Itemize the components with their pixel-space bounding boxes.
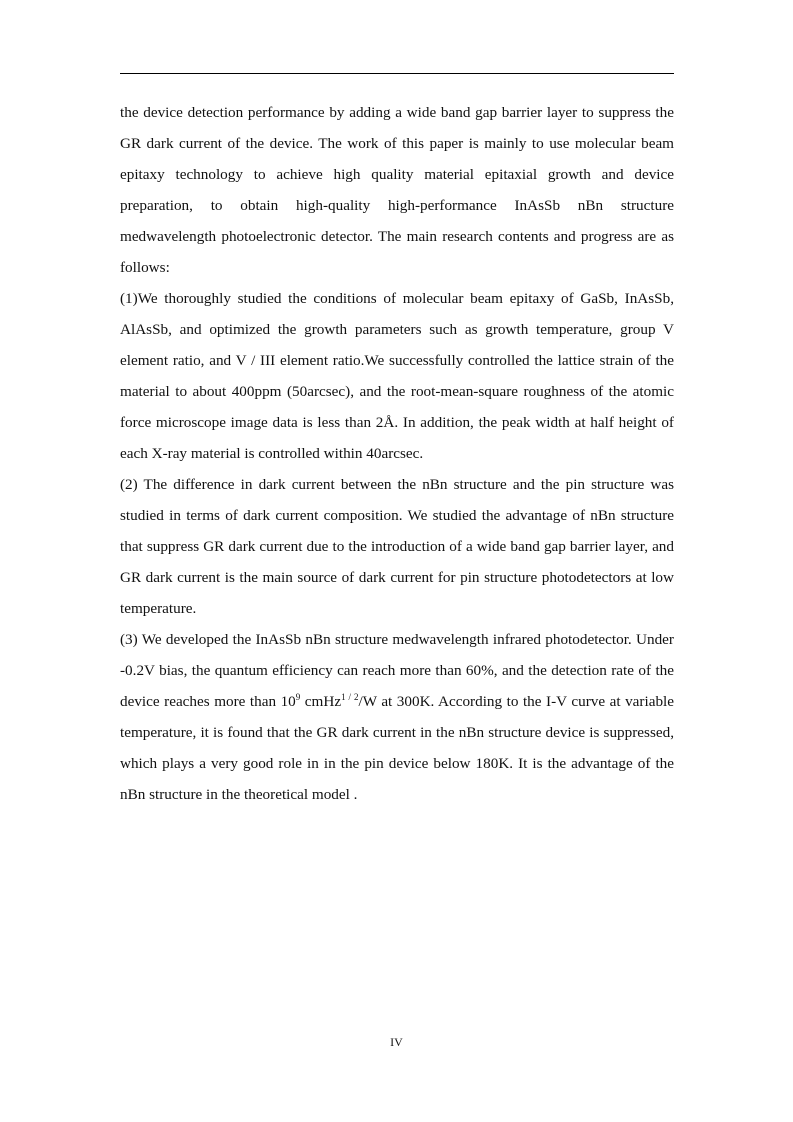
paragraph-intro: the device detection performance by adding a wide band gap barrier layer to suppress the GR dark current of the device. The work of this paper is mainly to use molecular beam epitaxy technology to achieve high quality material epitaxial growth and device preparation, to obtain high-quality high-performance InAsSb nBn structure medwavelength photoelectronic detector. The main research contents and progress are as follows: (120, 104, 674, 276)
page-number: IV (390, 1035, 403, 1049)
exponent-half: 1 / 2 (341, 692, 359, 702)
paragraph-item-3 (120, 624, 674, 810)
paragraph-item-3-part-b: cmHz (300, 693, 342, 710)
exponent-9: 9 (295, 692, 301, 702)
abstract-body (120, 97, 674, 810)
paragraph-item-3-part-a: (3) We developed the InAsSb nBn structure medwavelength infrared photodetector. Under -0.2V bias, the quantum efficiency can reach more than 60%, and the detection rate of the device reaches more than 10 (120, 631, 674, 710)
paragraph-item-3-part-c: /W at 300K. According to the I-V curve at variable temperature, it is found that the GR dark current in the nBn structure device is suppressed, which plays a very good role in in the pin device below 180K. It is the advantage of the nBn structure in the theoretical model . (120, 693, 674, 803)
paragraph-item-2: (2) The difference in dark current between the nBn structure and the pin structure was studied in terms of dark current composition. We studied the advantage of nBn structure that suppress GR dark current due to the introduction of a wide band gap barrier layer, and GR dark current is the main source of dark current for pin structure photodetectors at low temperature. (120, 476, 674, 617)
paragraph-item-1: (1)We thoroughly studied the conditions of molecular beam epitaxy of GaSb, InAsSb, AlAsSb, and optimized the growth parameters such as growth temperature, group V element ratio, and V / III element ratio.We successfully controlled the lattice strain of the material to about 400ppm (50arcsec), and the root-mean-square roughness of the atomic force microscope image data is less than 2Å. In addition, the peak width at half height of each X-ray material is controlled within 40arcsec. (120, 290, 674, 462)
header-rule (120, 73, 674, 74)
